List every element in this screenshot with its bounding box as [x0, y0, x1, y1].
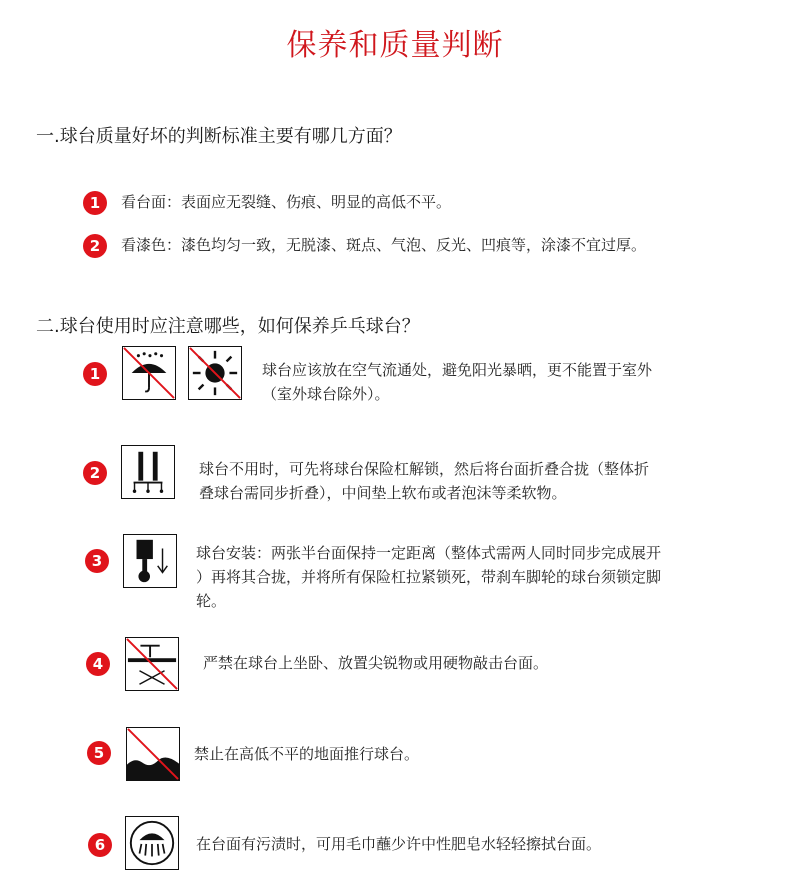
section2-badge-4: 4: [86, 652, 110, 676]
section2-item-3-line3: 轮。: [196, 592, 227, 610]
section1-item-2-text: 看漆色：漆色均匀一致，无脱漆、斑点、气泡、反光、凹痕等，涂漆不宜过厚。: [121, 236, 647, 254]
cleaning-icon: [125, 816, 179, 870]
section2-badge-5: 5: [87, 741, 111, 765]
no-uneven-ground-icon: [126, 727, 180, 781]
section2-item-3-line1: 球台安装：两张半台面保持一定距离（整体式需两人同时同步完成展开: [196, 544, 662, 562]
section1-badge-2: 2: [83, 234, 107, 258]
section2-item-6-text: 在台面有污渍时，可用毛巾蘸少许中性肥皂水轻轻擦拭台面。: [196, 835, 602, 853]
section2-badge-1: 1: [83, 362, 107, 386]
no-sun-icon: [188, 346, 242, 400]
install-wheel-icon: [123, 534, 177, 588]
section2-heading: 二.球台使用时应注意哪些，如何保养乒乓球台？: [36, 316, 420, 337]
section2-item-2-line2: 叠球台需同步折叠），中间垫上软布或者泡沫等柔软物。: [199, 484, 567, 502]
section1-item-1-text: 看台面：表面应无裂缝、伤痕、明显的高低不平。: [121, 193, 452, 211]
section2-item-1-line2: （室外球台除外）。: [262, 385, 390, 403]
section2-item-1-line1: 球台应该放在空气流通处，避免阳光暴晒，更不能置于室外: [262, 361, 653, 379]
fold-table-icon: [121, 445, 175, 499]
section1-heading: 一.球台质量好坏的判断标准主要有哪几方面？: [36, 126, 402, 147]
section2-item-2-line1: 球台不用时，可先将球台保险杠解锁，然后将台面折叠合拢（整体折: [199, 460, 650, 478]
section1-badge-1: 1: [83, 191, 107, 215]
section2-badge-2: 2: [83, 461, 107, 485]
section2-item-4-text: 严禁在球台上坐卧、放置尖锐物或用硬物敲击台面。: [203, 654, 549, 672]
page-title: 保养和质量判断: [286, 28, 504, 63]
section2-item-3-line2: ）再将其合拢，并将所有保险杠拉紧锁死，带刹车脚轮的球台须锁定脚: [196, 568, 662, 586]
section2-badge-3: 3: [85, 549, 109, 573]
section2-badge-6: 6: [88, 833, 112, 857]
no-sitting-icon: [125, 637, 179, 691]
no-rain-icon: [122, 346, 176, 400]
section2-item-5-text: 禁止在高低不平的地面推行球台。: [194, 745, 420, 763]
